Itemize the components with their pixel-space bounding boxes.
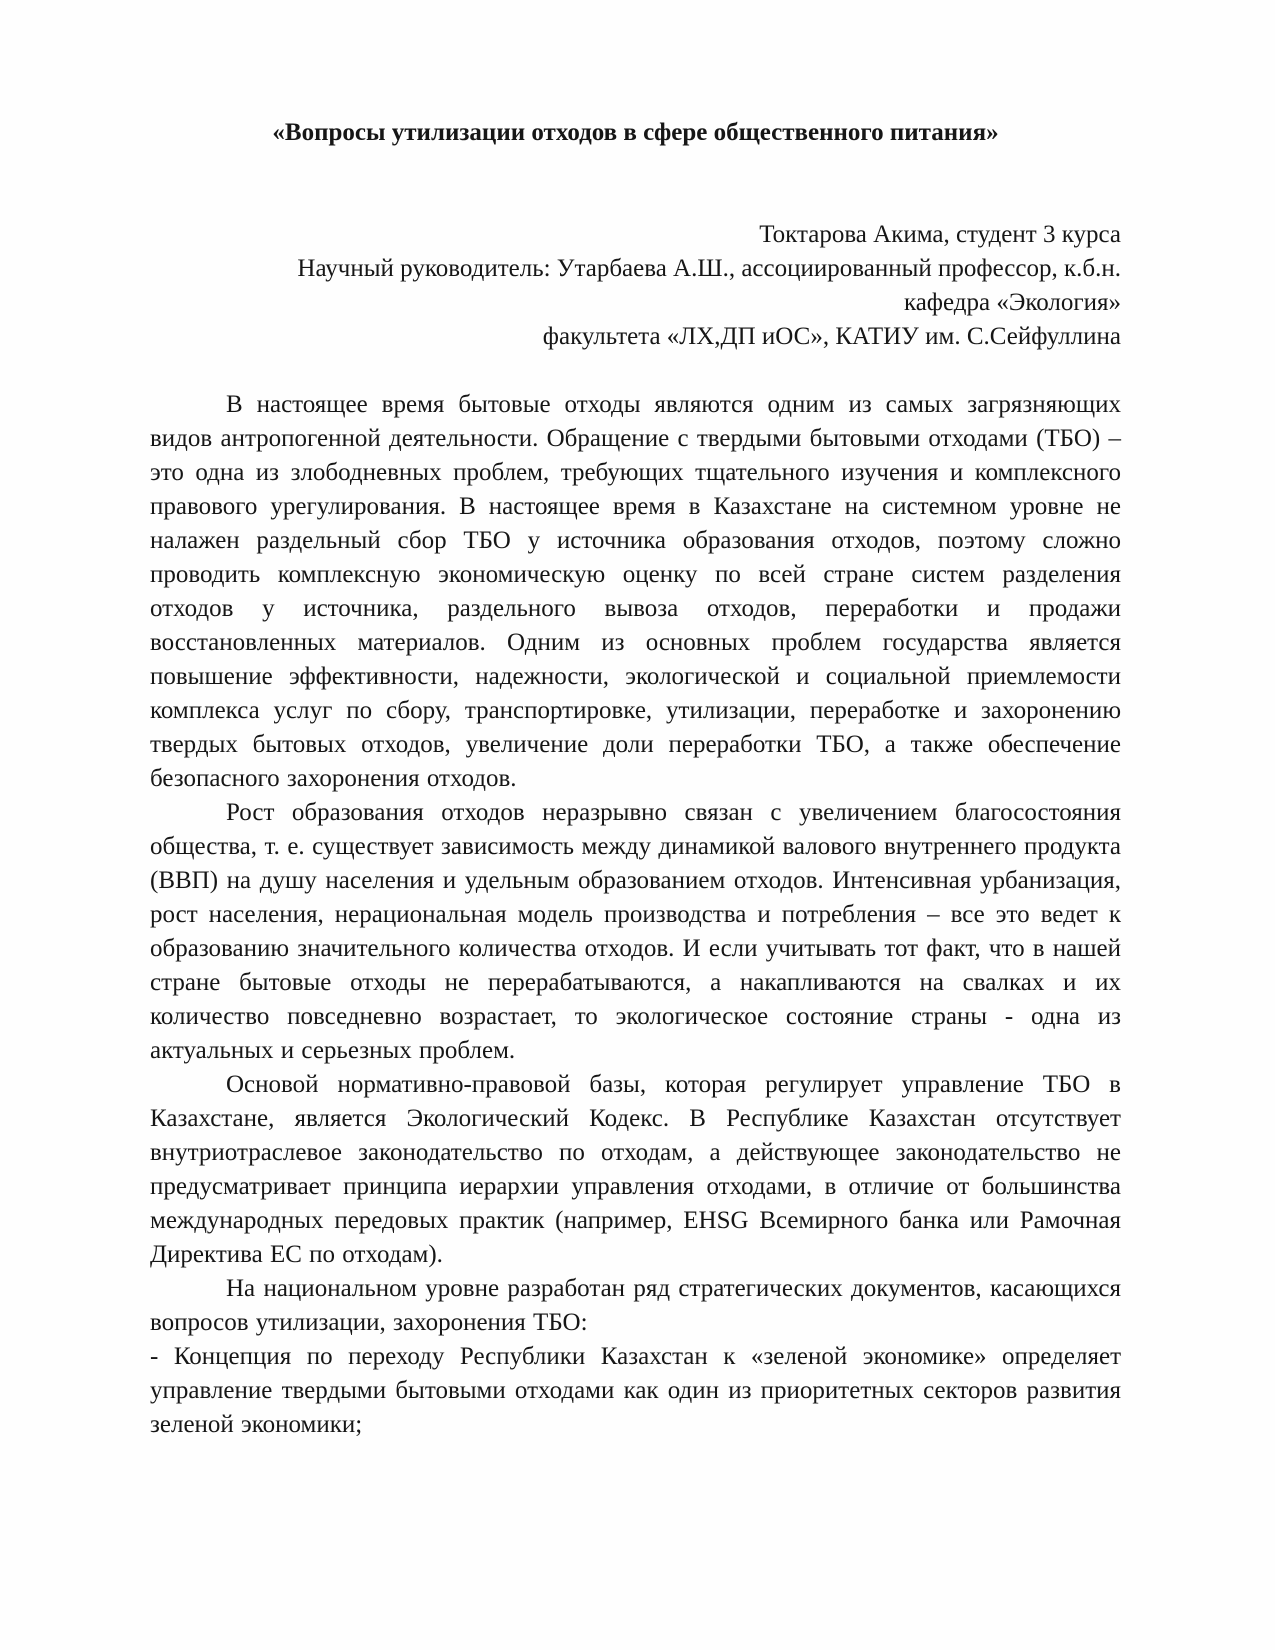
- byline-faculty: факультета «ЛХ,ДП иОС», КАТИУ им. С.Сейфуллина: [542, 323, 1121, 350]
- paragraph-legal-base: Основой нормативно-правовой базы, которая регулирует управление ТБО в Казахстане, является Экологический Кодекс. В Республике Казахстан отсутствует внутриотраслевое законодательство по отходам, а действующее законодательство не предусматривает принципа иерархии управления отходами, в отличие от большинства международных передовых практик (например, EHSG Всемирного банка или Рамочная Директива ЕС по отходам).: [150, 1071, 1121, 1268]
- byline-author: Токтарова Акима, студент 3 курса: [759, 221, 1121, 248]
- byline-department: кафедра «Экология»: [903, 289, 1121, 316]
- paragraph-green-economy-item: - Концепция по переходу Республики Казахстан к «зеленой экономике» определяет управление твердыми бытовыми отходами как один из приоритетных секторов развития зеленой экономики;: [150, 1343, 1121, 1438]
- paragraph-strategic-docs: На национальном уровне разработан ряд стратегических документов, касающихся вопросов утилизации, захоронения ТБО:: [150, 1275, 1121, 1336]
- byline-block: [150, 218, 1121, 354]
- paragraph-intro: В настоящее время бытовые отходы являются одним из самых загрязняющих видов антропогенной деятельности. Обращение с твердыми бытовыми отходами (ТБО) – это одна из злободневных проблем, требующих тщательного изучения и комплексного правового урегулирования. В настоящее время в Казахстане на системном уровне не налажен раздельный сбор ТБО у источника образования отходов, поэтому сложно проводить комплексную экономическую оценку по всей стране систем разделения отходов у источника, раздельного вывоза отходов, переработки и продажи восстановленных материалов. Одним из основных проблем государства является повышение эффективности, надежности, экологической и социальной приемлемости комплекса услуг по сбору, транспортировке, утилизации, переработке и захоронению твердых бытовых отходов, увеличение доли переработки ТБО, а также обеспечение безопасного захоронения отходов.: [150, 391, 1121, 792]
- paragraph-waste-growth: Рост образования отходов неразрывно связан с увеличением благосостояния общества, т. е. существует зависимость между динамикой валового внутреннего продукта (ВВП) на душу населения и удельным образованием отходов. Интенсивная урбанизация, рост населения, нерациональная модель производства и потребления – все это ведет к образованию значительного количества отходов. И если учитывать тот факт, что в нашей стране бытовые отходы не перерабатываются, а накапливаются на свалках и их количество повседневно возрастает, то экологическое состояние страны - одна из актуальных и серьезных проблем.: [150, 799, 1121, 1064]
- document-title: «Вопросы утилизации отходов в сфере общественного питания»: [272, 119, 999, 146]
- document-body: [150, 388, 1121, 1442]
- byline-supervisor: Научный руководитель: Утарбаева А.Ш., ассоциированный профессор, к.б.н.: [297, 255, 1121, 282]
